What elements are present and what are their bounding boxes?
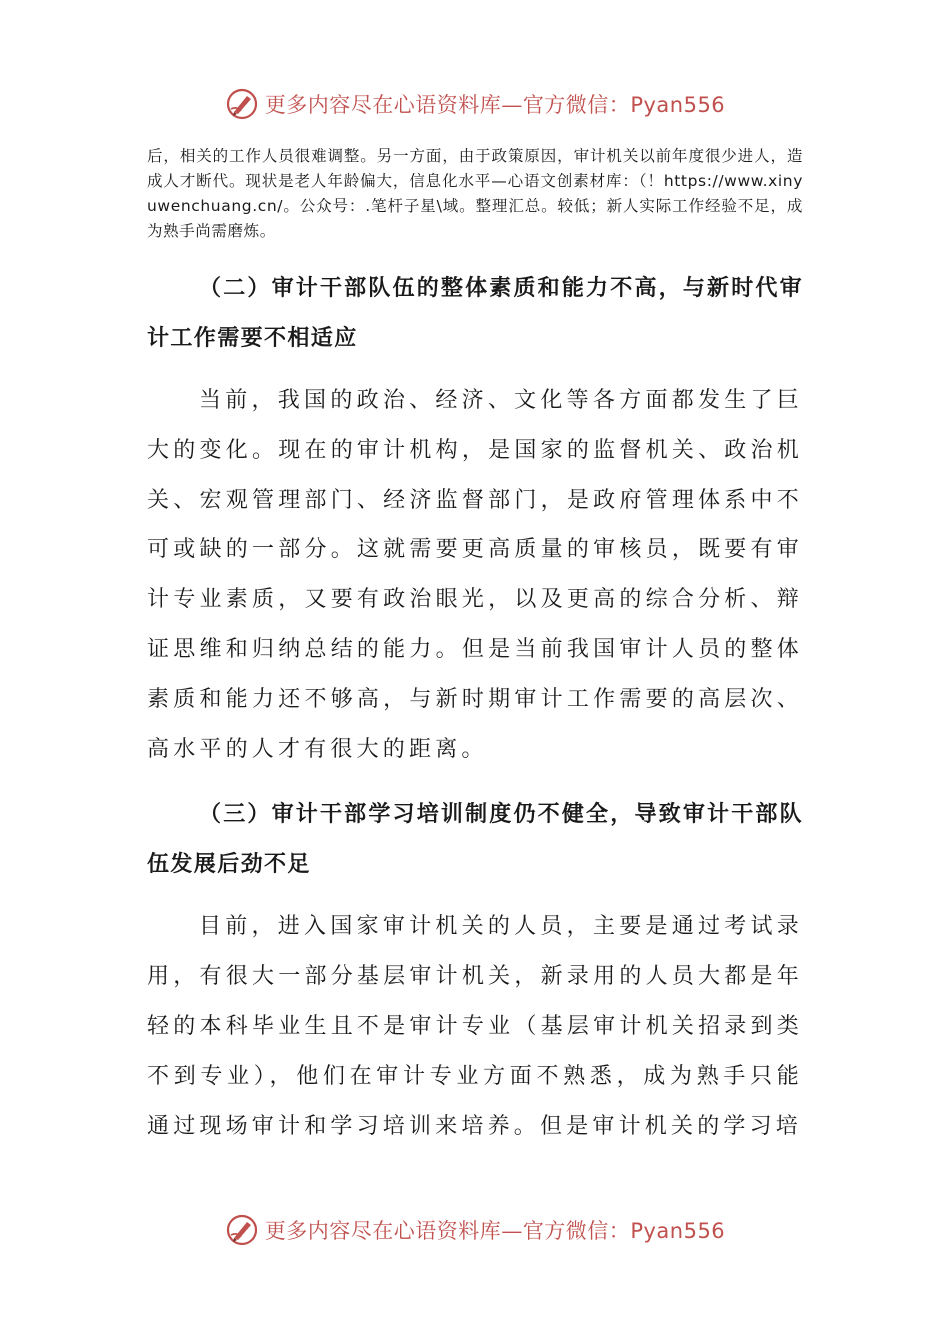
banner-contact-label: 官方微信：	[522, 1219, 631, 1243]
section-heading-2: （二）审计干部队伍的整体素质和能力不高，与新时代审计工作需要不相适应	[147, 276, 803, 351]
header-banner	[0, 84, 950, 124]
pen-logo-icon	[225, 87, 259, 121]
banner-text	[265, 1215, 725, 1245]
banner-contact-id: Pyan556	[630, 93, 726, 117]
footer-banner	[0, 1210, 950, 1250]
banner-dash: —	[501, 1219, 523, 1243]
banner-contact-label: 官方微信：	[522, 93, 631, 117]
banner-brand: 更多内容尽在心语资料库	[264, 93, 502, 117]
banner-text	[265, 89, 725, 119]
section-heading-3: （三）审计干部学习培训制度仍不健全，导致审计干部队伍发展后劲不足	[147, 802, 803, 878]
banner-dash: —	[501, 93, 523, 117]
pen-logo-icon	[225, 1213, 259, 1247]
continued-paragraph: 后，相关的工作人员很难调整。另一方面，由于政策原因，审计机关以前年度很少进人，造成人才断代。现状是老人年龄偏大，信息化水平—心语文创素材库：（！https://www.xinyuwenchuang.cn/。公众号：.笔杆子星\域。整理汇总。较低；新人实际工作经验不足，成为熟手尚需磨炼。	[147, 147, 803, 240]
banner-brand: 更多内容尽在心语资料库	[264, 1219, 502, 1243]
document-body	[147, 144, 803, 1151]
banner-contact-id: Pyan556	[630, 1219, 726, 1243]
section-paragraph-3: 目前，进入国家审计机关的人员，主要是通过考试录用，有很大一部分基层审计机关，新录用的人员大都是年轻的本科毕业生且不是审计专业（基层审计机关招录到类不到专业），他们在审计专业方面不熟悉，成为熟手只能通过现场审计和学习培训来培养。但是审计机关的学习培	[147, 914, 803, 1139]
section-paragraph-2: 当前，我国的政治、经济、文化等各方面都发生了巨大的变化。现在的审计机构，是国家的监督机关、政治机关、宏观管理部门、经济监督部门，是政府管理体系中不可或缺的一部分。这就需要更高质量的审核员，既要有审计专业素质，又要有政治眼光，以及更高的综合分析、辩证思维和归纳总结的能力。但是当前我国审计人员的整体素质和能力还不够高，与新时期审计工作需要的高层次、高水平的人才有很大的距离。	[147, 388, 803, 762]
